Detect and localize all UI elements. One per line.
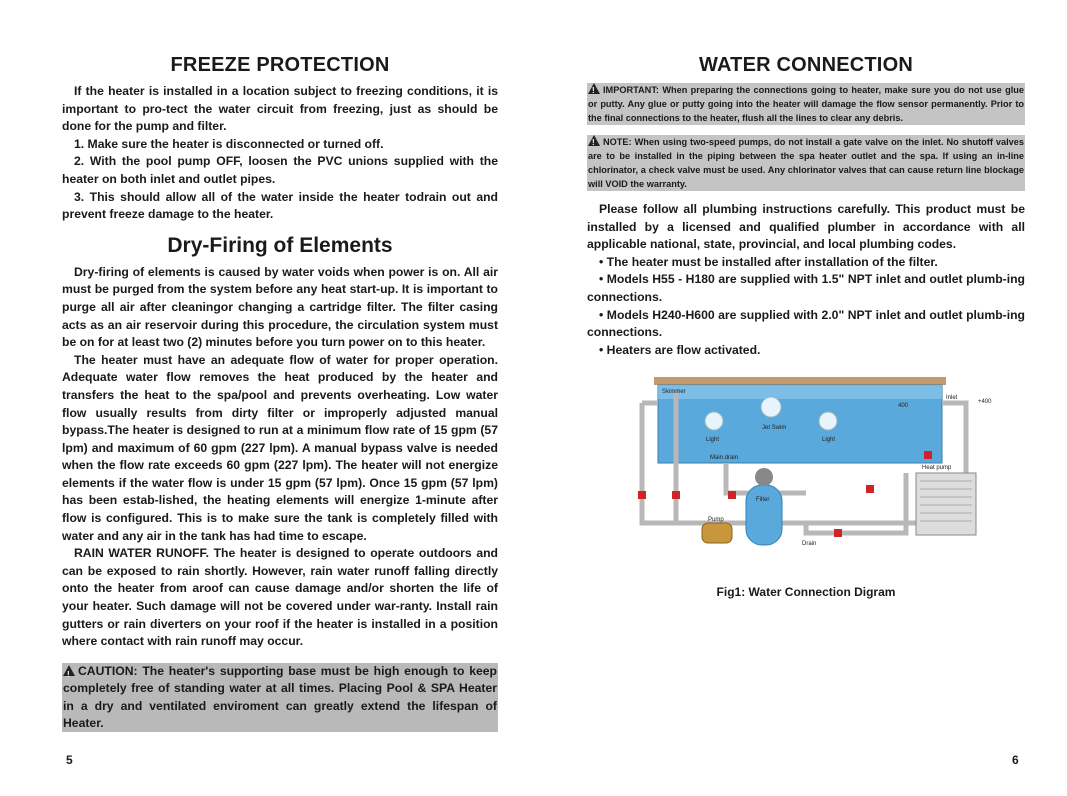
pool-deck [654, 377, 946, 385]
label-filter: Filter [756, 497, 770, 504]
bullet-item: • The heater must be installed after installation of the filter. [599, 254, 938, 269]
freeze-paragraph: If the heater is installed in a location subject to freezing conditions, it is important to pro-tect the water circuit from freezing, just as should be done for the pump and filter. [62, 84, 498, 134]
dry-firing-paragraph: Dry-firing of elements is caused by water voids when power is on. All air must be purged from the system before any heat start-up. It is important to purge all air after cleaningor changing a cartridge filter. The filter casing acts as an air reservoir during this procedure, the circulation system must be on for at least two (2) minutes before you turn power on to this heater. [62, 264, 498, 350]
freeze-step-1: 1. Make sure the heater is disconnected or turned off. [74, 136, 384, 151]
important-box [587, 83, 1025, 125]
plumbing-intro: Please follow all plumbing instructions carefully. This product must be installed by a licensed and qualified plumber in accordance with all applicable national, state, provincial, and local plumbing codes. [587, 202, 1025, 252]
dry-firing-title: Dry-Firing of Elements [167, 233, 393, 257]
warning-icon [588, 83, 600, 94]
page-number-right: 6 [1012, 753, 1019, 767]
rain-runoff-paragraph: RAIN WATER RUNOFF. The heater is designed to operate outdoors and can be exposed to rain shortly. However, rain water runoff falling directly onto the heater from aroof can cause damage and/or shorten the life of your heater. Such damage will not be covered under war-ranty. Install rain gutters or rain diverters on your roof if the heater is installed in a position where contact with rain runoff may occur. [62, 546, 498, 649]
label-inlet: Inlet [946, 395, 958, 402]
warning-icon [588, 135, 600, 146]
label-drain: Drain [802, 541, 817, 548]
label-main-drain: Main drain [710, 455, 739, 462]
label-jet-swim: Jet Swim [762, 425, 787, 432]
light-left [705, 412, 723, 430]
label-skimmer: Skimmer [662, 389, 686, 396]
label-dimension-right: +400 [978, 399, 992, 406]
caution-text: CAUTION: The heater's supporting base must be high enough to keep completely free of standing water at all times. Placing Pool & SPA Heater in a dry and ventilated enviroment can greatly extend the lifespan of Heater. [63, 663, 497, 731]
freeze-step-3: 3. This should allow all of the water inside the heater todrain out and prevent freeze damage to the heater. [62, 189, 498, 222]
label-pump: Pump [708, 517, 724, 524]
pump [702, 523, 732, 543]
page-number-left: 5 [66, 753, 73, 767]
warning-icon [63, 665, 75, 676]
filter-valve [755, 468, 773, 486]
label-dimension-top: 400 [898, 403, 909, 410]
label-heat-pump: Heat pump [922, 465, 952, 472]
label-light-right: Light [822, 437, 836, 444]
jet-swim [761, 397, 781, 417]
flow-paragraph: The heater must have an adequate flow of water for proper operation. Adequate water flow removes the heat produced by the heater and transfers the heat to the spa/pool and prevents overheating. Low water flow usually results from dirty filter or improperly adjusted manual bypass.The heater is designed to run at a minimum flow rate of 15 gpm (57 lpm) and maximum of 60 gpm (227 lpm). A manual bypass valve is needed when the flow rate exceeds 60 gpm (227 lpm). The heater will not energize elements if the water flow is under 15 gpm (57 lpm). Once 15 gpm (57 lpm) has been estab-lished, the heating elements will energize 1-minute after flow is configured. This is to make sure the tank is completely filled with water and any air in the tank has had time to escape. [62, 352, 498, 543]
filter [746, 485, 782, 545]
figure-caption: Fig1: Water Connection Digram [716, 585, 896, 600]
water-connection-diagram [606, 373, 1006, 569]
bullet-item: • Models H55 - H180 are supplied with 1.5" NPT inlet and outlet plumb-ing connections. [587, 272, 1025, 304]
right-column [587, 54, 1025, 599]
water-connection-title: WATER CONNECTION [699, 54, 913, 76]
bullet-item: • Heaters are flow activated. [599, 342, 761, 357]
left-column [62, 54, 498, 732]
caution-box [62, 663, 498, 733]
bullet-item: • Models H240-H600 are supplied with 2.0" NPT inlet and outlet plumb-ing connections. [587, 307, 1025, 340]
label-light-left: Light [706, 437, 720, 444]
freeze-protection-title: FREEZE PROTECTION [170, 54, 390, 76]
note-box [587, 135, 1025, 191]
important-text: IMPORTANT: When preparing the connections going to heater, make sure you do not use glue or putty. Any glue or putty going into the heater will damage the flow sensor permanently. Prior to the final connections to the heater, flush all the lines to clear any debris. [588, 85, 1024, 123]
light-right [819, 412, 837, 430]
heat-pump [916, 473, 976, 535]
freeze-step-2: 2. With the pool pump OFF, loosen the PVC unions supplied with the heater on both inlet and outlet pipes. [62, 154, 498, 186]
note-text: NOTE: When using two-speed pumps, do not install a gate valve on the inlet. No shutoff valves are to be installed in the piping between the spa heater outlet and the spa. If using an in-line chlorinator, a check valve must be used. Any chlorinator valves that can cause return line blockage will VOID the warranty. [588, 137, 1024, 189]
